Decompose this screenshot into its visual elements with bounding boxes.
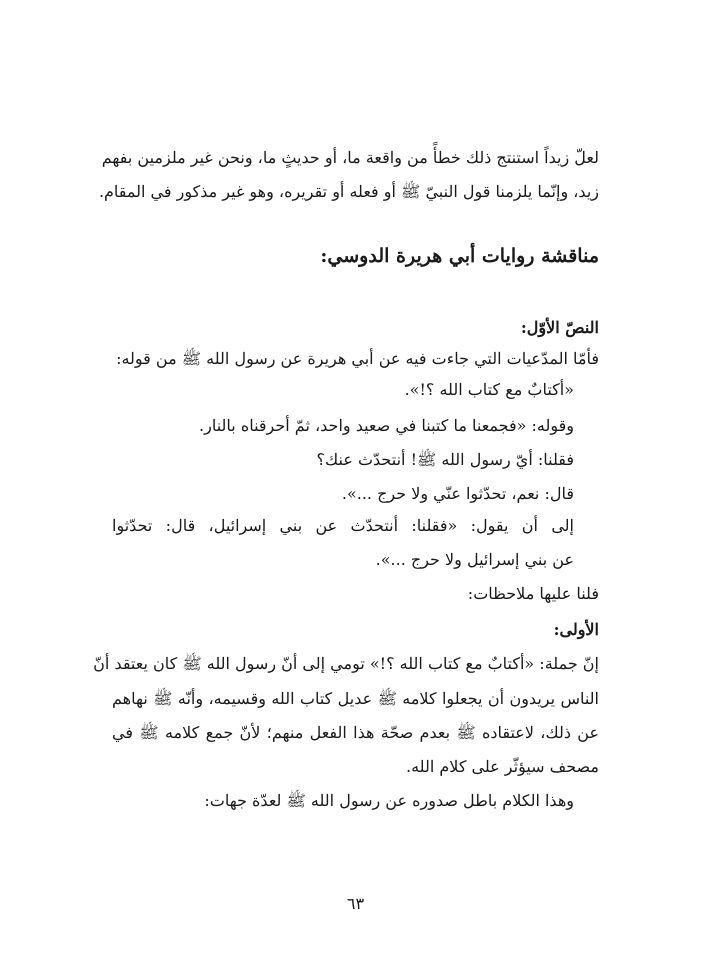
text1-line-5: قال: نعم، تحدّثوا عنّي ولا حرج ...». xyxy=(341,484,574,503)
first-note-line-2: الناس يريدون أن يجعلوا كلامه ﷺ عديل كتاب الله وقسيمه، وأنّه ﷺ نهاهم xyxy=(112,689,599,708)
text1-line-8: فلنا عليها ملاحظات: xyxy=(467,584,599,603)
text1-title: النصّ الأوّل: xyxy=(520,318,599,337)
first-note-title: الأولى: xyxy=(553,620,599,639)
section-title: مناقشة روايات أبي هريرة الدوسي: xyxy=(320,245,599,267)
intro-line-2: زيد، وإنّما يلزمنا قول النبيّ ﷺ أو فعله أو تقريره، وهو غير مذكور في المقام. xyxy=(98,182,599,201)
first-note-line-1: إنّ جملة: «أكتابٌ مع كتاب الله ؟!» تومي إلى أنّ رسول الله ﷺ كان يعتقد أنّ xyxy=(93,654,599,673)
first-note-line-4: مصحف سيؤثّر على كلام الله. xyxy=(406,757,599,776)
text1-line-6: إلى أن يقول: «فقلنا: أنتحدّث عن بني إسرائيل، قال: تحدّثوا xyxy=(112,516,574,535)
first-note-line-5: وهذا الكلام باطل صدوره عن رسول الله ﷺ لعدّة جهات: xyxy=(204,791,574,810)
text1-line-7: عن بني إسرائيل ولا حرج ...». xyxy=(375,550,574,569)
text1-line-4: فقلنا: أيّ رسول الله ﷺ! أنتحدّث عنك؟ xyxy=(316,450,574,469)
text1-line-2: «أكتابٌ مع كتاب الله ؟!». xyxy=(404,380,574,399)
first-note-line-3: عن ذلك، لاعتقاده ﷺ بعدم صحّة هذا الفعل منهم؛ لأنّ جمع كلامه ﷺ في xyxy=(112,723,599,742)
page-number: ٦٣ xyxy=(346,894,365,913)
text1-line-1: فأمّا المدّعيات التي جاءت فيه عن أبي هريرة عن رسول الله ﷺ من قوله: xyxy=(116,349,599,368)
text1-line-3: وقوله: «فجمعنا ما كتبنا في صعيد واحد، ثمّ أحرقناه بالنار. xyxy=(199,416,574,435)
intro-line-1: لعلّ زيداً استنتج ذلك خطأً من واقعة ما، أو حديثٍ ما، ونحن غير ملزمين بفهم xyxy=(101,148,599,167)
